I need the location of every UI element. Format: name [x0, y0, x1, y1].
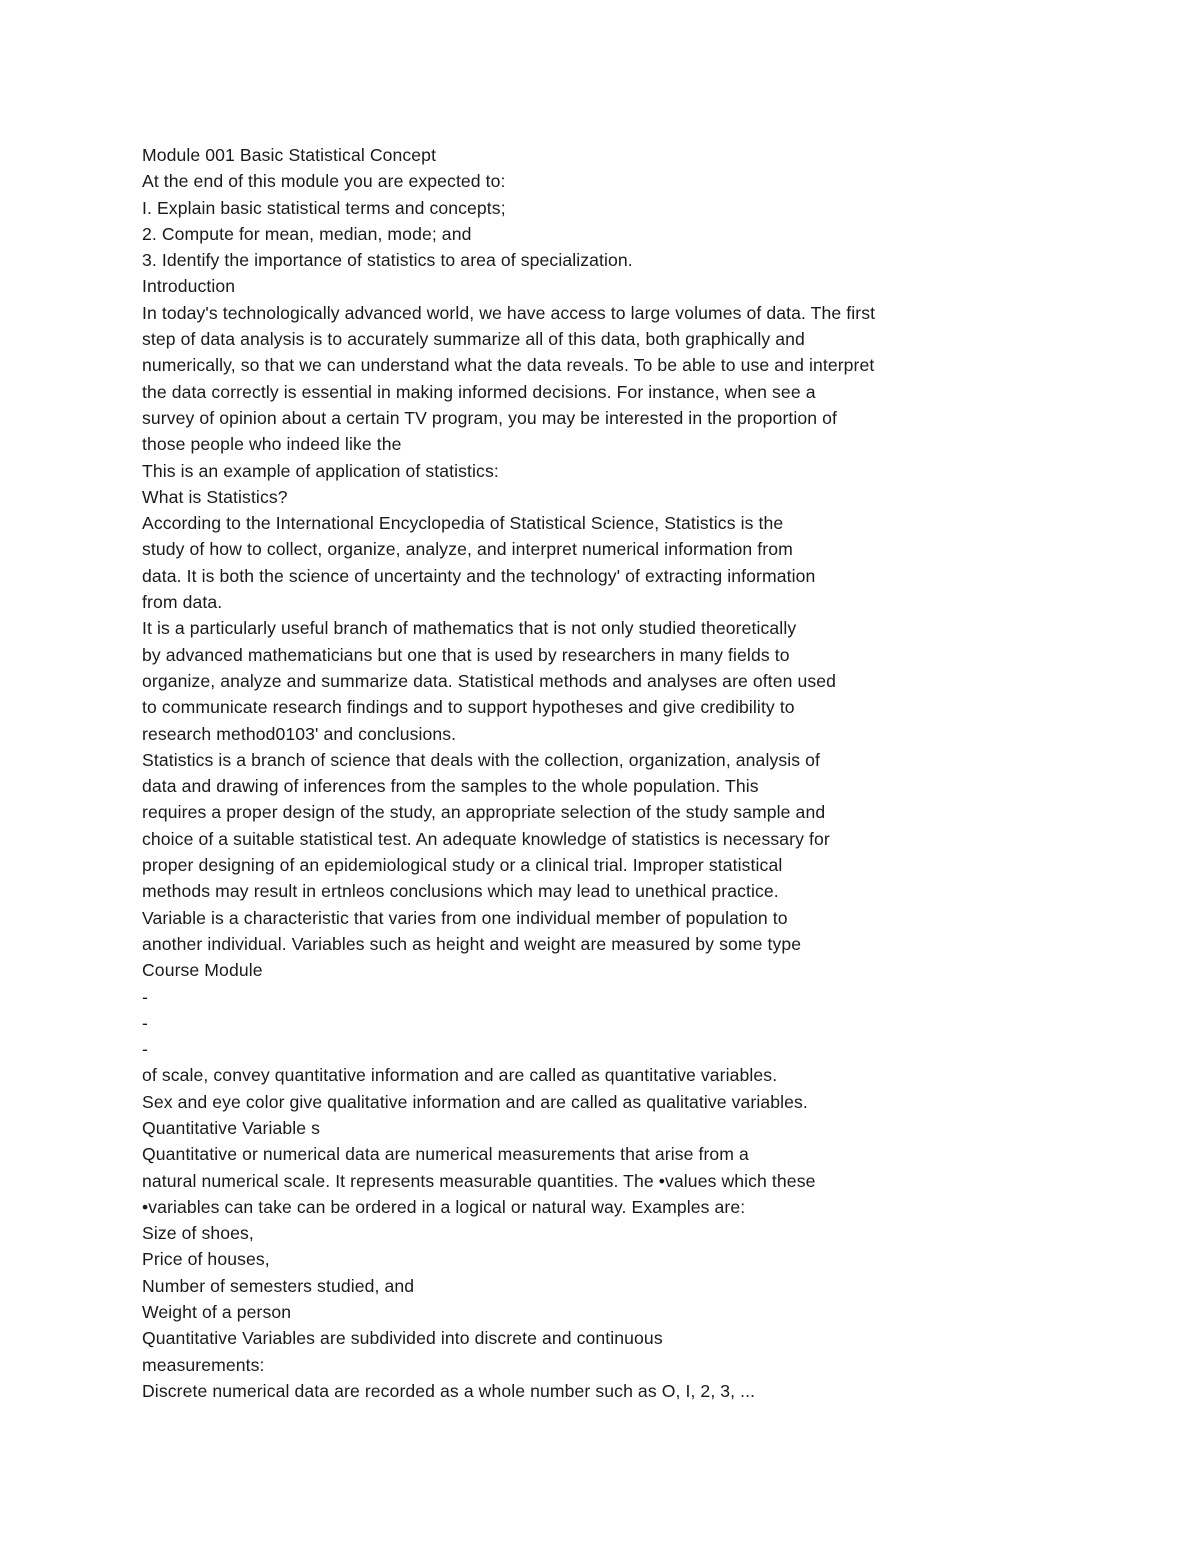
text-line: Discrete numerical data are recorded as a whole number such as O, I, 2, 3, ...	[142, 1380, 756, 1401]
text-line: Course Module	[142, 960, 263, 981]
text-line: methods may result in ertnleos conclusions which may lead to unethical practice.	[142, 881, 779, 902]
text-line: At the end of this module you are expected to:	[142, 171, 506, 192]
text-line: According to the International Encyclopedia of Statistical Science, Statistics is the	[142, 513, 784, 534]
text-line: 2. Compute for mean, median, mode; and	[142, 223, 472, 244]
document-text	[142, 142, 1142, 1404]
text-line: 3. Identify the importance of statistics to area of specialization.	[142, 250, 633, 271]
text-line: research method0103' and conclusions.	[142, 723, 457, 744]
text-line: by advanced mathematicians but one that is used by researchers in many fields to	[142, 644, 790, 665]
text-line: What is Statistics?	[142, 486, 288, 507]
text-line: organize, analyze and summarize data. Statistical methods and analyses are often used	[142, 670, 837, 691]
text-line: I. Explain basic statistical terms and concepts;	[142, 197, 506, 218]
text-line: Module 001 Basic Statistical Concept	[142, 145, 437, 165]
text-line: another individual. Variables such as height and weight are measured by some type	[142, 933, 802, 954]
text-line: •variables can take can be ordered in a logical or natural way. Examples are:	[142, 1196, 746, 1217]
text-line: step of data analysis is to accurately summarize all of this data, both graphically and	[142, 329, 805, 350]
text-line: measurements:	[142, 1354, 265, 1375]
text-line: study of how to collect, organize, analyze, and interpret numerical information from	[142, 539, 793, 560]
text-line: natural numerical scale. It represents measurable quantities. The •values which these	[142, 1170, 816, 1191]
text-line: proper designing of an epidemiological study or a clinical trial. Improper statistical	[142, 855, 783, 876]
text-line: the data correctly is essential in making informed decisions. For instance, when see a	[142, 381, 816, 402]
text-line: It is a particularly useful branch of mathematics that is not only studied theoretically	[142, 618, 797, 639]
text-line: those people who indeed like the	[142, 434, 402, 455]
text-line: -	[142, 1039, 148, 1060]
text-line: data. It is both the science of uncertainty and the technology' of extracting information	[142, 565, 816, 586]
text-line: -	[142, 986, 148, 1007]
text-line: Quantitative or numerical data are numerical measurements that arise from a	[142, 1144, 749, 1165]
text-line: Weight of a person	[142, 1302, 292, 1323]
text-line: Quantitative Variables are subdivided into discrete and continuous	[142, 1328, 663, 1349]
text-line: This is an example of application of statistics:	[142, 460, 499, 481]
text-line: Variable is a characteristic that varies from one individual member of population to	[142, 907, 788, 928]
text-line: In today's technologically advanced world, we have access to large volumes of data. The first	[142, 302, 876, 323]
text-line: Number of semesters studied, and	[142, 1275, 415, 1296]
text-line: Statistics is a branch of science that deals with the collection, organization, analysis of	[142, 749, 821, 770]
text-line: Sex and eye color give qualitative information and are called as qualitative variables.	[142, 1091, 808, 1112]
text-line: requires a proper design of the study, an appropriate selection of the study sample and	[142, 802, 826, 823]
text-line: to communicate research findings and to support hypotheses and give credibility to	[142, 697, 795, 718]
text-line: Price of houses,	[142, 1249, 270, 1270]
text-line: -	[142, 1012, 148, 1033]
text-line: Introduction	[142, 276, 236, 297]
text-line: from data.	[142, 592, 223, 613]
text-line: of scale, convey quantitative information and are called as quantitative variables.	[142, 1065, 778, 1086]
text-line: choice of a suitable statistical test. An adequate knowledge of statistics is necessary for	[142, 828, 830, 849]
text-line: survey of opinion about a certain TV program, you may be interested in the proportion of	[142, 407, 838, 428]
text-line: Quantitative Variable s	[142, 1117, 321, 1138]
text-line: numerically, so that we can understand what the data reveals. To be able to use and interpret	[142, 355, 875, 376]
text-line: Size of shoes,	[142, 1223, 254, 1244]
text-line: data and drawing of inferences from the samples to the whole population. This	[142, 776, 759, 797]
